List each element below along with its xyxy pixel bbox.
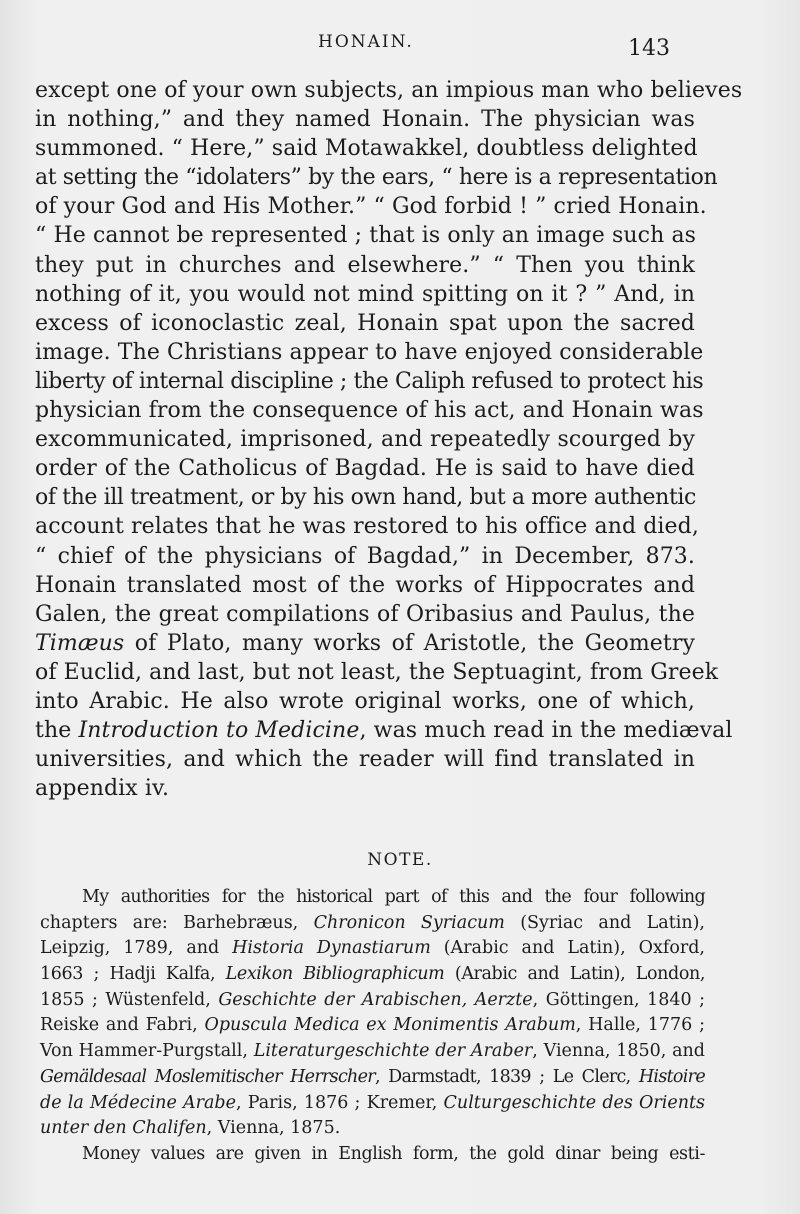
text-line: “ He cannot be represented ; that is only an image such as	[35, 223, 697, 249]
text-line: at setting the “idolaters” by the ears, “ here is a representation	[35, 165, 718, 191]
text-line: of your God and His Mother.” “ God forbid ! ” cried Honain.	[35, 194, 707, 220]
italic-title-introduction: Introduction to Medicine	[78, 718, 360, 744]
page-header	[0, 30, 800, 60]
text-line: physician from the consequence of his act, and Honain was	[35, 398, 704, 424]
text-line: the Introduction to Medicine, was much read in the mediæval	[35, 718, 733, 744]
note-line: chapters are: Barhebræus, Chronicon Syriacum (Syriac and Latin),	[40, 912, 705, 933]
note-line: Money values are given in English form, the gold dinar being esti-	[82, 1143, 705, 1164]
text-line: image. The Christians appear to have enjoyed considerable	[35, 339, 704, 365]
page-number: 143	[628, 36, 670, 61]
text-line: they put in churches and elsewhere.” “ Then you think	[35, 252, 695, 278]
note-heading: NOTE.	[367, 850, 433, 870]
text-line: Timæus of Plato, many works of Aristotle, the Geometry	[35, 630, 695, 656]
text-line: of Euclid, and last, but not least, the Septuagint, from Greek	[35, 659, 719, 685]
text-line: except one of your own subjects, an impious man who believes	[35, 78, 743, 103]
text-line: excess of iconoclastic zeal, Honain spat upon the sacred	[35, 310, 695, 336]
text-line: Honain translated most of the works of Hippocrates and	[35, 572, 695, 598]
note-line: 1663 ; Hadji Kalfa, Lexikon Bibliographicum (Arabic and Latin), London,	[40, 964, 705, 985]
text-line: order of the Catholicus of Bagdad. He is said to have died	[35, 456, 695, 482]
text-line: into Arabic. He also wrote original works, one of which,	[35, 688, 695, 714]
text-line: summoned. “ Here,” said Motawakkel, doubtless delighted	[35, 136, 698, 162]
note-line: 1855 ; Wüstenfeld, Geschichte der Arabischen, Aerzte, Göttingen, 1840 ;	[40, 989, 705, 1010]
note-text	[40, 885, 705, 1168]
note-line: unter den Chalifen, Vienna, 1875.	[40, 1118, 341, 1139]
text-line: Galen, the great compilations of Oribasius and Paulus, the	[35, 601, 695, 627]
note-line: My authorities for the historical part of this and the four following	[82, 887, 705, 907]
text-line: appendix iv.	[35, 776, 170, 802]
note-line: Von Hammer-Purgstall, Literaturgeschichte der Araber, Vienna, 1850, and	[40, 1041, 705, 1062]
note-line: Leipzig, 1789, and Historia Dynastiarum (Arabic and Latin), Oxford,	[40, 938, 705, 959]
text-line: “ chief of the physicians of Bagdad,” in December, 873.	[35, 543, 695, 569]
note-line: de la Médecine Arabe, Paris, 1876 ; Kremer, Culturgeschichte des Orients	[40, 1092, 705, 1113]
italic-title-timaeus: Timæus	[35, 630, 125, 656]
main-text	[35, 76, 743, 803]
text-line: nothing of it, you would not mind spitting on it ? ” And, in	[35, 281, 695, 307]
note-line: Gemäldesaal Moslemitischer Herrscher, Darmstadt, 1839 ; Le Clerc, Histoire	[40, 1066, 705, 1087]
text-line: in nothing,” and they named Honain. The physician was	[35, 107, 695, 133]
text-line: universities, and which the reader will find translated in	[35, 747, 695, 773]
text-line: account relates that he was restored to his office and died,	[35, 514, 699, 540]
text-line: excommunicated, imprisoned, and repeatedly scourged by	[35, 427, 695, 453]
text-line: of the ill treatment, or by his own hand, but a more authentic	[35, 485, 696, 511]
note-line: Reiske and Fabri, Opuscula Medica ex Monimentis Arabum, Halle, 1776 ;	[40, 1015, 705, 1036]
text-line: liberty of internal discipline ; the Caliph refused to protect his	[35, 368, 704, 394]
running-head: HONAIN.	[318, 32, 414, 52]
